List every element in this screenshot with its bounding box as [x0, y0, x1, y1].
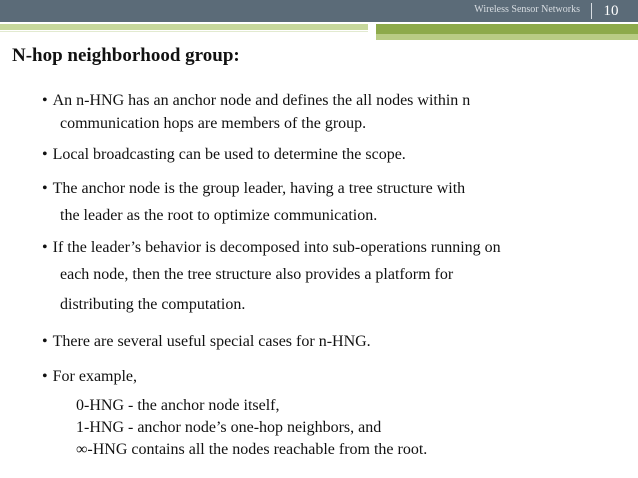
- bullet-text: There are several useful special cases for n-HNG.: [52, 333, 371, 350]
- bullet-dot: •: [42, 333, 48, 350]
- bullet-continuation: [60, 207, 377, 225]
- bullet-continuation: [60, 296, 245, 314]
- page-number: 10: [603, 3, 619, 19]
- accent-line: [0, 31, 368, 32]
- example-line: ∞-HNG contains all the nodes reachable from the root.: [76, 441, 428, 458]
- bullet-dot: •: [42, 368, 48, 385]
- bullet-line: [42, 368, 137, 386]
- bullet-text: communication hops are members of the group.: [60, 115, 367, 132]
- bullet-dot: •: [42, 146, 48, 163]
- bullet-continuation: [60, 115, 366, 133]
- accent-strip-left: [0, 24, 368, 30]
- bullet-dot: •: [42, 180, 48, 197]
- accent-strip-right-inner: [376, 34, 638, 40]
- bullet-line: [42, 239, 501, 257]
- bullet-line: [42, 180, 465, 198]
- bullet-dot: •: [42, 239, 48, 256]
- bullet-text: The anchor node is the group leader, having a tree structure with: [52, 180, 466, 197]
- bullet-text: An n-HNG has an anchor node and defines the all nodes within n: [52, 92, 471, 109]
- slide-title: N-hop neighborhood group:: [12, 45, 240, 66]
- example-line: 0-HNG - the anchor node itself,: [76, 397, 280, 414]
- page-number-divider: [591, 3, 592, 19]
- bullet-line: [42, 333, 371, 351]
- bullet-text: Local broadcasting can be used to determine the scope.: [52, 146, 406, 163]
- bullet-text: each node, then the tree structure also provides a platform for: [60, 266, 454, 283]
- bullet-continuation: [60, 266, 453, 284]
- bullet-text: If the leader’s behavior is decomposed into sub-operations running on: [52, 239, 501, 256]
- bullet-line: [42, 92, 470, 110]
- example-line: 1-HNG - anchor node’s one-hop neighbors, and: [76, 419, 382, 436]
- bullet-text: For example,: [52, 368, 138, 385]
- bullet-dot: •: [42, 92, 48, 109]
- header-title: Wireless Sensor Networks: [474, 4, 580, 15]
- bullet-text: the leader as the root to optimize communication.: [60, 207, 378, 224]
- bullet-text: distributing the computation.: [60, 296, 246, 313]
- bullet-line: [42, 146, 406, 164]
